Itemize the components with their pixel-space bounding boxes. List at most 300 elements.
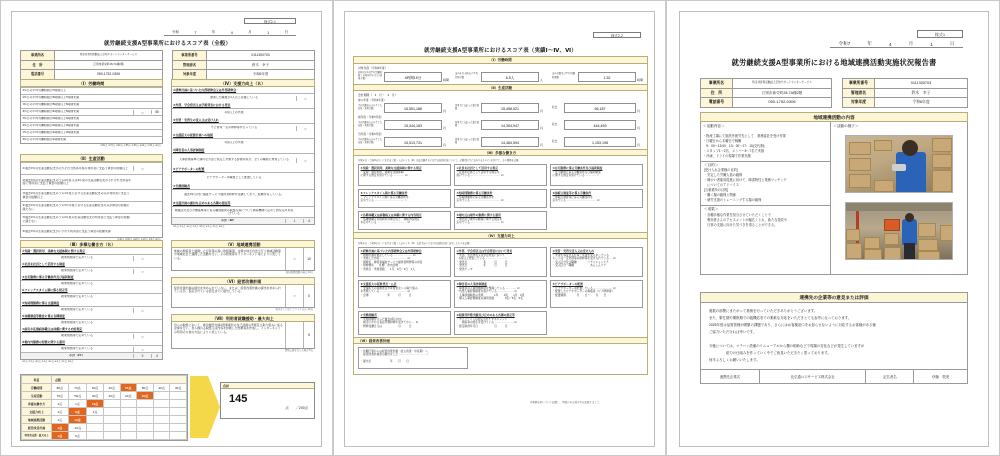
row-heading: ①研修計画に基づいた内部研修会又は外部研修会 [173, 88, 237, 92]
table-row [173, 51, 315, 61]
date-month: 4 [888, 42, 892, 47]
list-item: ・日曜日から木曜日で稼働 [703, 139, 742, 144]
box-line: ・発表日 年 月 日 [456, 264, 508, 268]
row-text: 経営改善計画の提出を求められていない、または、経営改善計画の提出を求められているが、指定されている認定までに提出している。 [174, 286, 281, 294]
section-VI-row[interactable] [171, 285, 315, 308]
field-label: 生産活動収入から生じた収益（利用者数） [358, 104, 383, 110]
row-text: 就業規則等で定めている [61, 308, 93, 312]
matrix-cell: 80点 [52, 384, 69, 392]
row-text: 就業規則等で定めている [61, 256, 93, 260]
info-label: 電話番号 [21, 70, 55, 80]
section-III-boxes [354, 156, 647, 232]
list-item: についてのアドバイス [704, 183, 739, 188]
row-heading: ⑤短時間勤務に係る支援制度 [22, 301, 60, 305]
matrix-cell [137, 408, 154, 416]
section-II-fields [354, 91, 647, 150]
row-text: 参加した職員が1人以上在籍している [210, 96, 258, 100]
row-text: ①1日の平均労働時間が7時間以上 [22, 89, 66, 93]
check-row[interactable] [21, 201, 162, 213]
info-value: 江別市新栄町28-7A棟2階 [733, 88, 832, 98]
box-line: ・内部人事評価制度を設けている ……………… ☑ [456, 290, 517, 294]
row-mark[interactable]: ○ [285, 285, 303, 307]
field-value[interactable]: 6.5人 [481, 72, 539, 82]
date-month-unit: 月 [248, 30, 252, 34]
row-mark[interactable]: ○ [133, 110, 151, 115]
document-page-2[interactable] [333, 0, 666, 456]
purpose-list-1 [703, 168, 828, 203]
s3-box-4[interactable] [358, 189, 451, 208]
s2-fields-1 [358, 120, 643, 130]
check-row[interactable] [21, 293, 162, 300]
field-wages[interactable] [455, 137, 546, 147]
field-unit: 円 [443, 126, 447, 130]
matrix-cell [103, 424, 120, 432]
row-mark[interactable]: ○ [296, 96, 314, 101]
field-value[interactable]: 15,551,186 [384, 103, 442, 113]
page-1-sheet [11, 11, 322, 447]
row-text: 地域の関係者と連携した行政等の高い取組事項、企業や地元自治で行う地域活動等や地域社会と連携した活動を行い、その結果等をインターネット等により公表している。 [174, 249, 281, 260]
info-label: 住 所 [21, 60, 55, 70]
check-row[interactable] [21, 108, 162, 115]
row-mark[interactable]: ○ [133, 256, 151, 261]
info-value: 特定非営利活動法人空知サポートセンターサービス [55, 51, 163, 61]
check-row[interactable] [21, 225, 162, 237]
field-wages[interactable] [455, 120, 546, 130]
row-text: 1回以上の実施 [224, 141, 244, 145]
info-value: 0111300703 [875, 79, 968, 89]
matrix-cell [137, 424, 154, 432]
section-II-header-2: （Ⅱ）生産活動 [354, 84, 647, 91]
section-VII-block [171, 314, 315, 353]
matrix-cell: 30点 [170, 384, 187, 392]
opinion-line: 2025年度は品質管理が喫緊の課題であり、さらにはお客様窓口をお怒らせないように対応するお客様がある様 [709, 323, 876, 327]
field-value[interactable]: 444,459 [564, 120, 636, 130]
field-value[interactable]: 14,354,947 [481, 120, 539, 130]
box-title: ⑧相談等件数実績及び定めのある各種の認定等 [456, 312, 515, 317]
s3-box-3[interactable] [550, 164, 643, 186]
check-row[interactable] [21, 115, 162, 122]
row-heading: ②社員を社員として活用する制度 [22, 262, 65, 266]
section-VI-box [354, 344, 647, 372]
section-VI-header-2: （Ⅵ）経営改善計画 [354, 337, 647, 344]
matrix-cell [87, 416, 104, 424]
section-I-header: （Ⅰ）労働時間 [20, 79, 163, 87]
section-IV-block [171, 79, 315, 229]
field-balance[interactable] [552, 103, 643, 113]
row-text: 1回以上の実施 [224, 111, 244, 115]
s3-box-1[interactable] [358, 164, 451, 186]
box-line: ・人事評価制度の実施 1年 1回 1月 1回 [456, 293, 525, 297]
row-mark[interactable]: ○ [133, 269, 151, 274]
s6-box[interactable] [358, 347, 468, 369]
matrix-cell-highlight: 1点 [52, 424, 69, 432]
row-text: ⑥1日の平均労働時間が2時間以上3時間未満 [22, 124, 80, 128]
box-line: に関する規定を設けている ………… ☑ [360, 174, 408, 178]
total-value: 145 [229, 393, 248, 405]
box-line: ・会場 年 月 日 [360, 293, 412, 297]
page-title-1: 就労継続支援A型事業所におけるスコア表（全般） [103, 41, 232, 47]
check-row[interactable] [21, 332, 162, 339]
check-row[interactable] [21, 162, 162, 174]
s3-box-7[interactable] [358, 211, 451, 230]
matrix-cell [103, 408, 120, 416]
row-heading: ③在宅勤務に係る労働条件及び福利制度 [22, 275, 74, 279]
box-title: ⑥ピアサポーターの配置 [552, 281, 583, 286]
form-code-1: 様式2-1 [244, 18, 296, 24]
matrix-cell: 60点 [87, 384, 104, 392]
matrix-row-header: 地域連携活動 [22, 416, 52, 424]
check-row[interactable] [21, 174, 162, 189]
field-label: 収支 [552, 123, 558, 127]
s3-box-6[interactable] [550, 189, 643, 208]
list-item: ・就労支援のトレーニングする場の確保 [704, 198, 762, 203]
table-row [22, 376, 187, 384]
signer-label: 記名者名 [866, 370, 914, 383]
field-unit: 円 [637, 126, 641, 130]
s4-box-4[interactable] [358, 280, 451, 308]
matrix-cell [120, 408, 137, 416]
row-heading: ⑧場内外勤務の形態に関する運用 [22, 340, 65, 344]
field-label: 利用者に支払った賃金総額 [455, 138, 480, 144]
box-title: ③実習・実習生受入又は受け入れ [552, 248, 595, 253]
purpose-heading: ＜目的＞ [704, 163, 719, 168]
section-header-activity: 地域連携活動の内容 [700, 112, 968, 122]
box-line: ・障害者の人事評価制度を整備している ………… ☑ [456, 286, 520, 290]
check-row[interactable] [21, 267, 162, 274]
check-row[interactable] [21, 189, 162, 201]
row-text: ④1日の平均労働時間が4時間以上5時間未満 [22, 110, 80, 114]
row-mark[interactable]: ○ [133, 347, 151, 352]
form-code-3: 様式1 [917, 30, 963, 38]
s4-box-6[interactable] [550, 280, 643, 308]
date-year-unit: 年 [867, 41, 872, 46]
matrix-cell [120, 416, 137, 424]
info-label: 管理者名 [173, 60, 207, 70]
section-VII-note: 情報公表を行った場合 5点 [284, 349, 313, 352]
row-mark[interactable]: ○ [296, 158, 314, 163]
row-score: 4 [151, 354, 162, 358]
section-II-rows [20, 162, 163, 238]
page-title-2: 就労継続支援A型事業所におけるスコア表（実績Ⅰ～Ⅳ、Ⅵ） [424, 48, 577, 54]
field-label: 利用者に支払った賃金総額 [455, 104, 480, 110]
box-line: ・実施日・実施者数 1月 2日／1日 1人 [360, 267, 415, 271]
info-table-right-1 [172, 50, 315, 80]
matrix-row-header: 生産活動 [22, 392, 52, 400]
matrix-cell [170, 408, 187, 416]
row-heading: ⑥休暇制度等勤怠に係る各種制度 [22, 314, 65, 318]
row-text: 就業規則等で定めている [61, 321, 93, 325]
s4-box-3[interactable] [550, 247, 643, 277]
check-row[interactable] [21, 87, 162, 94]
check-row[interactable] [21, 280, 162, 287]
field-avg-users[interactable] [455, 72, 546, 82]
info-value: 令和6年度 [207, 70, 315, 80]
matrix-cell: 1点 [68, 400, 87, 408]
s4-box-8[interactable] [454, 311, 547, 335]
document-page-3[interactable] [666, 0, 1000, 456]
row-mark[interactable]: ○ [296, 126, 314, 131]
list-item: ・安定した労働人員の確保 [704, 173, 743, 178]
field-revenue[interactable] [358, 103, 449, 113]
matrix-cell [120, 424, 137, 432]
check-row[interactable] [21, 136, 162, 143]
field-months[interactable] [552, 72, 643, 82]
field-avg-hours[interactable] [358, 72, 449, 82]
date-month-unit: 月 [908, 41, 914, 46]
matrix-cell [153, 392, 170, 400]
matrix-cell: 1点 [52, 416, 69, 424]
date-day: 1 [267, 31, 270, 35]
info-label: 電話番号 [701, 98, 733, 108]
page-3-sheet [679, 11, 989, 447]
signer-value: 伊藤 敦美 [914, 370, 967, 383]
document-page-1[interactable] [0, 0, 333, 456]
info-value: 0111300703 [207, 51, 315, 61]
matrix-col-header: 項目 [22, 376, 52, 384]
box-title: ②社員を社員として活用する規定 [456, 165, 499, 170]
check-row[interactable] [172, 93, 314, 102]
check-row[interactable] [21, 345, 162, 352]
box-line: に関する規定を設けている ………… ○ [552, 174, 599, 178]
s3-box-2[interactable] [454, 164, 547, 186]
row-mark[interactable] [285, 322, 303, 348]
field-label: 利用者に支払った賃金総額 [455, 121, 480, 127]
info-label: 対象年度 [173, 70, 207, 80]
matrix-cell [103, 432, 120, 440]
check-row[interactable] [21, 101, 162, 108]
box-line: ・配置期間 月 日～ 月 日 [552, 293, 607, 297]
box-line: ・研修場所 札幌 市内会場 [360, 264, 399, 268]
field-value[interactable]: 4時間15分 [384, 72, 442, 82]
s2-fields-0 [358, 103, 643, 113]
row-heading: ①免除・選択利用、柔軟な支援体制に関する規定 [22, 249, 86, 253]
section-I-rows [20, 87, 163, 144]
list-item: [受け入れ企業様の目的] [704, 168, 738, 173]
field-unit: 円 [540, 109, 544, 113]
section-V-row[interactable] [171, 248, 315, 271]
box-title: ⑦各種休職又は病傷病又は休暇に関する内容規定 [360, 212, 422, 217]
s2-year: 当年度（令和6年度） [358, 133, 384, 136]
matrix-cell: 1点 [52, 400, 69, 408]
matrix-row-header: 労働時間 [22, 384, 52, 392]
check-row[interactable] [21, 254, 162, 261]
box-line: 関係等の認定を受けている ………………… ☑ [456, 321, 517, 325]
box-line: ・ガイドラインの認定されてマネジメント [456, 317, 508, 321]
box-line: ・在宅勤務に係る労働条件及び福利制度 [552, 170, 601, 174]
activity-photos-heading: ＜活動の様子＞ [833, 124, 859, 128]
row-mark[interactable]: ○ [133, 334, 151, 339]
field-revenue[interactable] [358, 137, 449, 147]
check-row[interactable] [172, 206, 314, 217]
row-text: 小計（2①） [69, 354, 85, 358]
field-value[interactable]: 15,513,731 [384, 137, 442, 147]
matrix-cell [153, 400, 170, 408]
opinion-line: また、繁忙期や閑散期での臨機応変での柔軟な対応をいただきとても参考になっております。 [709, 316, 852, 320]
info-value: 令和6年度 [875, 98, 968, 108]
s4-box-5[interactable] [454, 280, 547, 308]
check-row[interactable] [172, 138, 314, 147]
section-I-block [20, 79, 163, 148]
field-label: 収支 [552, 140, 558, 144]
matrix-cell [170, 424, 187, 432]
section-V-block [171, 240, 315, 275]
field-value[interactable]: 1.52 [578, 72, 636, 82]
matrix-row-header: 経営改善計画 [22, 424, 52, 432]
field-label: 該当年度末時点の平均利用者数 [455, 73, 478, 79]
date-bar-3 [830, 38, 963, 48]
check-row[interactable] [172, 172, 314, 183]
date-era: 令和 [171, 30, 179, 34]
check-row[interactable] [172, 123, 314, 132]
box-line: ・ピアサポーターを配置している ………………… ☑ [552, 286, 616, 290]
row-heading: ⑧支援計画の適切な定めのある各種の認証等 [173, 201, 231, 205]
field-wages[interactable] [455, 103, 546, 113]
s4-box-7[interactable] [358, 311, 451, 335]
opinion-line: 何卒よろしくお願いいたします。 [709, 358, 760, 362]
row-text: ②過去3年の生産活動収支のうち2年度又は3年度の生産活動収支がそれぞれ当該各年度に利用者に支払う賃金の総額以上 [22, 178, 132, 185]
matrix-cell [170, 416, 187, 424]
matrix-cell [137, 416, 154, 424]
field-revenue[interactable] [358, 120, 449, 130]
field-value[interactable]: 1,153,198 [564, 137, 636, 147]
s1-label: 対象年度（令和6年度） [358, 66, 388, 70]
field-value[interactable]: 15,458,521 [481, 103, 539, 113]
matrix-cell [153, 416, 170, 424]
check-row[interactable] [21, 122, 162, 129]
s4-note: 対象年度（令和6年度）における実績（上記のうち（Ⅳ）支援力向上における取組状況に該当したものを記載） [358, 243, 472, 245]
section-VII-row[interactable] [171, 322, 315, 349]
box-line: ・フレックスタイム制に係る労働条件を [360, 195, 409, 199]
row-mark[interactable]: ○ [285, 248, 303, 270]
matrix-cell [120, 400, 137, 408]
info-value: 050-1752-0306 [55, 70, 163, 80]
info-label: 住 所 [701, 88, 733, 98]
box-line: ・研修名 障害者福祉サービス提供者研修等の内容 [360, 260, 423, 264]
box-line: ・各種休職その他病気の場合など、休暇内容規定 [360, 217, 420, 221]
field-label: 生産活動収入から生じた収益（利用者数） [358, 138, 383, 144]
list-item: ・スタッフ1～2名、メンバー5～7名で実施 [703, 149, 765, 154]
matrix-cell [103, 400, 120, 408]
section-VII-header: （Ⅶ）利用者就職援助・最大向上 [171, 314, 315, 322]
field-balance[interactable] [552, 137, 643, 147]
matrix-cell: 40点 [153, 384, 170, 392]
opinion-block [700, 292, 968, 384]
field-label: 生産活動収入から生じた収益（利用者数） [358, 121, 383, 127]
matrix-cell: -10点 [68, 424, 87, 432]
info-label: 事業所番号 [173, 51, 207, 61]
activity-photo-2 [845, 202, 953, 260]
section-III-header: （Ⅲ）多様な働き方（Ｒ） [20, 240, 163, 248]
opinion-footer-table [701, 369, 967, 383]
activity-bullets [703, 134, 828, 159]
box-line: 定めている …………………………… ☑ [456, 199, 504, 203]
field-value[interactable]: 15,344,183 [384, 120, 442, 130]
field-value[interactable]: 14,484,594 [481, 137, 539, 147]
info-table-left-1 [20, 50, 163, 80]
box-line: を定めている …………………………… ☑ [360, 221, 411, 225]
box-line: ・外部、学会発表又は学会発表において [456, 253, 505, 257]
check-row[interactable] [172, 189, 314, 200]
table-row [21, 70, 163, 80]
partner-company-label: 連携先企業名 [701, 370, 760, 383]
date-bar-1 [164, 28, 296, 36]
field-unit: 時間 [443, 77, 450, 82]
matrix-cell-highlight: 1点 [52, 432, 69, 440]
field-value[interactable]: 56,187 [564, 103, 636, 113]
box-line: ・研修計画を策定している ………………… ☑ [360, 253, 416, 257]
total-caption: 合計 [221, 383, 314, 389]
opinion-title: 連携先の企業等の意見または評価 [701, 293, 967, 303]
section-III-note: ①1点 ②1点 ③1点 ④1点 ⑤1点 ⑥1点 ⑦1点 ⑧1点 [22, 360, 74, 363]
box-line: ・所轄庁等からの経営改善計画（自主改善・中長期）へ、 [360, 349, 431, 353]
list-item: 9：00～13:00、13：00～17：15(交代制) [703, 144, 765, 149]
row-text: 就業規則等で定めている [61, 334, 93, 338]
field-unit: 円 [637, 109, 641, 113]
table-row [22, 432, 187, 440]
info-label: 事業所番号 [843, 79, 875, 89]
activity-content [700, 122, 968, 275]
field-balance[interactable] [552, 120, 643, 130]
check-row[interactable] [172, 108, 314, 117]
table-row [701, 79, 832, 89]
table-row [22, 392, 187, 400]
s3-box-8[interactable] [454, 211, 547, 230]
matrix-cell [87, 424, 104, 432]
box-line: ・実施した内容 ………………………… ☑ [360, 257, 411, 261]
s4-box-1[interactable] [358, 247, 451, 277]
row-heading: ④支援拡大の促進計画への取組 [173, 133, 214, 137]
table-row [173, 70, 315, 80]
s3-box-5[interactable] [454, 189, 547, 208]
activity-photo-1 [845, 135, 953, 193]
field-unit: 人 [540, 77, 544, 82]
field-label: 該当月数及び平均労働時間数 [552, 73, 575, 79]
check-row[interactable] [21, 319, 162, 326]
score-matrix [20, 374, 188, 441]
check-row[interactable] [21, 94, 162, 101]
check-row[interactable] [21, 306, 162, 313]
box-line: 就労にかかる者は実務研修を受けてから … ☑ [360, 321, 419, 325]
box-title: ⑤短時間勤務に係る労働条件 [456, 190, 493, 195]
activity-content-heading: ＜活動内容＞ [703, 124, 725, 128]
field-unit: 円 [637, 143, 641, 147]
matrix-cell [87, 432, 104, 440]
section-IV-header-2: （Ⅳ）支援力向上 [354, 232, 647, 239]
table-row [21, 60, 163, 70]
date-year: 7 [194, 31, 197, 35]
row-score: 55 [151, 110, 162, 114]
box-line: 定めている …………………………… ☑ [552, 199, 600, 203]
box-title: ④支援拡大の促進普及・公表 [360, 281, 397, 286]
row-mark: 1 [285, 219, 303, 223]
row-mark[interactable]: ○ [133, 166, 151, 171]
section-I-header-2: （Ⅰ）労働時間 [354, 57, 647, 64]
check-row[interactable] [21, 213, 162, 225]
s4-box-2[interactable] [454, 247, 547, 277]
row-text: ⑦1日の平均労働時間が1時間以上2時間未満 [22, 131, 80, 135]
s2-fields-2 [358, 137, 643, 147]
row-mark[interactable]: ○ [133, 308, 151, 313]
check-row[interactable] [21, 129, 162, 136]
info-value: 鈴木 幸子 [207, 60, 315, 70]
s2-row-2 [358, 132, 643, 147]
box-line: ・発表テーマ [456, 267, 473, 271]
check-row[interactable] [172, 153, 314, 166]
total-denominator: 点 ／200点 [285, 406, 308, 410]
box-line: ・実習生等受け入れ等・実習生受入をしている [552, 253, 609, 257]
field-unit: 円 [540, 143, 544, 147]
field-unit: 時間 [637, 77, 644, 82]
